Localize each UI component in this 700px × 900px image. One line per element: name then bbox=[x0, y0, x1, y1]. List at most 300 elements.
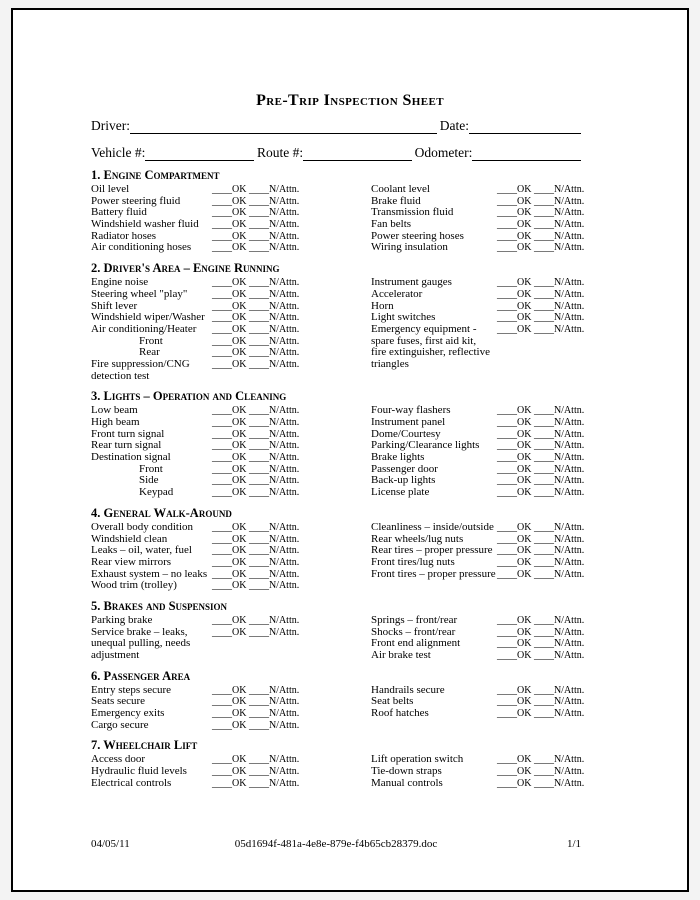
ok-nattn-blanks bbox=[212, 522, 299, 534]
section-header bbox=[91, 390, 581, 402]
item-label: unequal pulling, needs bbox=[91, 637, 191, 650]
ok-blank: ____OK bbox=[212, 184, 247, 195]
checklist-row bbox=[371, 452, 584, 464]
ok-blank: ____OK bbox=[212, 405, 247, 417]
ok-blank: ____OK bbox=[212, 277, 247, 289]
column-right bbox=[371, 277, 584, 382]
ok-nattn-blanks bbox=[212, 324, 299, 336]
ok-nattn-blanks bbox=[497, 440, 584, 452]
checklist-row bbox=[91, 417, 371, 429]
ok-nattn-blanks bbox=[212, 277, 299, 289]
section-columns bbox=[91, 520, 585, 592]
nattn-blank: ____N/Attn. bbox=[533, 195, 585, 207]
ok-nattn-blanks bbox=[497, 196, 584, 208]
ok-nattn-blanks bbox=[212, 754, 299, 766]
ok-blank: ____OK bbox=[497, 277, 532, 289]
section-brakes-and-suspension bbox=[91, 598, 585, 662]
item-label: Electrical controls bbox=[91, 776, 172, 789]
nattn-blank: ____N/Attn. bbox=[248, 207, 300, 219]
column-left bbox=[91, 522, 371, 592]
ok-blank: ____OK bbox=[212, 358, 247, 370]
nattn-blank: ____N/Attn. bbox=[248, 626, 300, 638]
ok-nattn-blanks bbox=[497, 219, 584, 231]
ok-nattn-blanks bbox=[497, 242, 584, 254]
item-label: Seats secure bbox=[91, 695, 146, 708]
checklist-row bbox=[91, 452, 371, 464]
item-label: Accelerator bbox=[371, 287, 423, 300]
item-label: Oil level bbox=[91, 183, 130, 195]
ok-blank: ____OK bbox=[497, 556, 532, 568]
nattn-blank: ____N/Attn. bbox=[533, 219, 585, 231]
ok-blank: ____OK bbox=[212, 521, 247, 533]
ok-blank: ____OK bbox=[497, 230, 532, 242]
page-content bbox=[91, 114, 585, 790]
ok-nattn-blanks bbox=[497, 778, 584, 790]
ok-nattn-blanks bbox=[497, 708, 584, 720]
checklist-row bbox=[371, 184, 584, 196]
nattn-blank: ____N/Attn. bbox=[533, 312, 585, 324]
ok-blank: ____OK bbox=[212, 556, 247, 568]
checklist-row bbox=[371, 569, 584, 581]
ok-nattn-blanks bbox=[212, 534, 299, 546]
ok-blank: ____OK bbox=[497, 219, 532, 231]
nattn-blank: ____N/Attn. bbox=[533, 556, 585, 568]
nattn-blank: ____N/Attn. bbox=[248, 614, 300, 626]
ok-blank: ____OK bbox=[497, 417, 532, 428]
ok-blank: ____OK bbox=[497, 614, 532, 626]
ok-nattn-blanks bbox=[497, 615, 584, 627]
section-columns bbox=[91, 613, 585, 662]
nattn-blank: ____N/Attn. bbox=[533, 405, 585, 417]
item-label: Four-way flashers bbox=[371, 404, 451, 417]
ok-nattn-blanks bbox=[497, 231, 584, 243]
ok-nattn-blanks bbox=[497, 312, 584, 324]
ok-nattn-blanks bbox=[212, 452, 299, 464]
ok-blank: ____OK bbox=[212, 696, 247, 708]
nattn-blank: ____N/Attn. bbox=[248, 545, 300, 557]
checklist-row bbox=[371, 615, 584, 627]
ok-nattn-blanks bbox=[497, 289, 584, 301]
ok-nattn-blanks bbox=[497, 429, 584, 441]
section-header bbox=[91, 262, 581, 274]
checklist-row bbox=[371, 359, 584, 371]
nattn-blank: ____N/Attn. bbox=[248, 463, 300, 475]
nattn-blank: ____N/Attn. bbox=[533, 487, 585, 499]
nattn-blank: ____N/Attn. bbox=[248, 719, 300, 731]
nattn-blank: ____N/Attn. bbox=[533, 184, 585, 195]
ok-nattn-blanks bbox=[212, 615, 299, 627]
ok-nattn-blanks bbox=[497, 487, 584, 499]
ok-nattn-blanks bbox=[497, 754, 584, 766]
section-passenger-area bbox=[91, 668, 585, 732]
ok-blank: ____OK bbox=[497, 207, 532, 219]
ok-nattn-blanks bbox=[212, 580, 299, 592]
ok-blank: ____OK bbox=[497, 568, 532, 580]
driver-label: Driver: bbox=[91, 118, 130, 133]
item-label: Front tires/lug nuts bbox=[371, 555, 455, 568]
nattn-blank: ____N/Attn. bbox=[533, 277, 585, 289]
section-title: General Walk-Around bbox=[103, 505, 232, 520]
checklist-row bbox=[91, 219, 371, 231]
section-columns bbox=[91, 404, 585, 499]
ok-nattn-blanks bbox=[212, 766, 299, 778]
ok-nattn-blanks bbox=[212, 417, 299, 429]
nattn-blank: ____N/Attn. bbox=[533, 440, 585, 452]
checklist-row bbox=[91, 324, 371, 336]
item-label: Entry steps secure bbox=[91, 683, 172, 696]
ok-nattn-blanks bbox=[212, 708, 299, 720]
nattn-blank: ____N/Attn. bbox=[248, 358, 300, 370]
ok-nattn-blanks bbox=[497, 417, 584, 429]
nattn-blank: ____N/Attn. bbox=[248, 521, 300, 533]
ok-nattn-blanks bbox=[212, 778, 299, 790]
item-label: Overall body condition bbox=[91, 520, 194, 533]
item-label: Battery fluid bbox=[91, 206, 147, 219]
section-wheelchair-lift bbox=[91, 738, 585, 789]
ok-blank: ____OK bbox=[212, 580, 247, 592]
nattn-blank: ____N/Attn. bbox=[533, 207, 585, 219]
item-label: Shocks – front/rear bbox=[371, 625, 456, 638]
item-label: adjustment bbox=[91, 649, 140, 661]
nattn-blank: ____N/Attn. bbox=[248, 300, 300, 312]
nattn-blank: ____N/Attn. bbox=[533, 230, 585, 242]
ok-nattn-blanks bbox=[212, 429, 299, 441]
checklist-row bbox=[371, 219, 584, 231]
ok-blank: ____OK bbox=[497, 708, 532, 720]
ok-nattn-blanks bbox=[212, 184, 299, 196]
column-left bbox=[91, 277, 371, 382]
section-number: 7. bbox=[91, 738, 101, 753]
ok-nattn-blanks bbox=[497, 522, 584, 534]
checklist-row bbox=[91, 557, 371, 569]
ok-blank: ____OK bbox=[212, 463, 247, 475]
nattn-blank: ____N/Attn. bbox=[248, 195, 300, 207]
ok-nattn-blanks bbox=[212, 219, 299, 231]
page-border-frame bbox=[11, 8, 689, 892]
section-title: Brakes and Suspension bbox=[103, 598, 228, 613]
ok-nattn-blanks bbox=[212, 475, 299, 487]
item-label: Air conditioning/Heater bbox=[91, 322, 197, 335]
ok-nattn-blanks bbox=[497, 685, 584, 697]
item-label: Windshield clean bbox=[91, 532, 168, 545]
ok-nattn-blanks bbox=[497, 557, 584, 569]
footer-filename: 05d1694f-481a-4e8e-879e-f4b65cb28379.doc bbox=[234, 838, 438, 850]
date-blank-line bbox=[469, 118, 581, 134]
nattn-blank: ____N/Attn. bbox=[248, 184, 300, 195]
section-engine-compartment bbox=[91, 168, 585, 254]
section-title: Lights – Operation and Cleaning bbox=[103, 389, 287, 404]
item-label: Fire suppression/CNG bbox=[91, 357, 190, 370]
ok-blank: ____OK bbox=[497, 545, 532, 557]
nattn-blank: ____N/Attn. bbox=[533, 521, 585, 533]
section-title: Wheelchair Lift bbox=[103, 738, 198, 753]
route-number-blank-line bbox=[303, 145, 412, 161]
ok-blank: ____OK bbox=[497, 766, 532, 778]
nattn-blank: ____N/Attn. bbox=[533, 288, 585, 300]
ok-blank: ____OK bbox=[212, 242, 247, 254]
ok-blank: ____OK bbox=[497, 300, 532, 312]
section-title: Passenger Area bbox=[103, 668, 191, 683]
item-label: Hydraulic fluid levels bbox=[91, 765, 187, 778]
checklist-row bbox=[91, 336, 371, 348]
nattn-blank: ____N/Attn. bbox=[533, 417, 585, 428]
nattn-blank: ____N/Attn. bbox=[533, 463, 585, 475]
ok-blank: ____OK bbox=[497, 696, 532, 708]
nattn-blank: ____N/Attn. bbox=[248, 766, 300, 778]
nattn-blank: ____N/Attn. bbox=[533, 475, 585, 487]
ok-blank: ____OK bbox=[497, 242, 532, 254]
item-label: Service brake – leaks, bbox=[91, 625, 188, 638]
item-label: License plate bbox=[371, 486, 430, 499]
item-label: Transmission fluid bbox=[371, 206, 454, 219]
nattn-blank: ____N/Attn. bbox=[248, 417, 300, 428]
section-header bbox=[91, 739, 581, 751]
item-label: triangles bbox=[371, 357, 409, 370]
nattn-blank: ____N/Attn. bbox=[248, 580, 300, 592]
ok-nattn-blanks bbox=[497, 638, 584, 650]
column-right bbox=[371, 754, 584, 789]
item-label: Emergency exits bbox=[91, 707, 165, 720]
item-label: Rear tires – proper pressure bbox=[371, 544, 493, 557]
ok-blank: ____OK bbox=[212, 417, 247, 428]
item-label: Parking brake bbox=[91, 613, 153, 626]
ok-blank: ____OK bbox=[212, 626, 247, 638]
ok-nattn-blanks bbox=[497, 184, 584, 196]
nattn-blank: ____N/Attn. bbox=[248, 777, 300, 789]
ok-blank: ____OK bbox=[212, 614, 247, 626]
ok-blank: ____OK bbox=[212, 219, 247, 231]
nattn-blank: ____N/Attn. bbox=[248, 230, 300, 242]
nattn-blank: ____N/Attn. bbox=[248, 568, 300, 580]
ok-nattn-blanks bbox=[497, 569, 584, 581]
section-title: Driver's Area – Engine Running bbox=[103, 261, 280, 276]
section-number: 6. bbox=[91, 668, 101, 683]
ok-nattn-blanks bbox=[212, 487, 299, 499]
ok-nattn-blanks bbox=[212, 207, 299, 219]
ok-nattn-blanks bbox=[497, 324, 584, 336]
nattn-blank: ____N/Attn. bbox=[248, 696, 300, 708]
item-label: Instrument gauges bbox=[371, 276, 452, 289]
item-label: Brake fluid bbox=[371, 194, 421, 207]
nattn-blank: ____N/Attn. bbox=[533, 650, 585, 661]
nattn-blank: ____N/Attn. bbox=[533, 777, 585, 789]
nattn-blank: ____N/Attn. bbox=[533, 452, 585, 464]
ok-blank: ____OK bbox=[212, 487, 247, 499]
date-label: Date: bbox=[439, 118, 469, 133]
nattn-blank: ____N/Attn. bbox=[533, 300, 585, 312]
section-header bbox=[91, 670, 581, 682]
item-label: Handrails secure bbox=[371, 683, 445, 696]
footer-date: 04/05/11 bbox=[91, 838, 130, 850]
item-label: fire extinguisher, reflective bbox=[371, 346, 490, 359]
nattn-blank: ____N/Attn. bbox=[533, 323, 585, 335]
item-label: Cleanliness – inside/outside bbox=[371, 520, 494, 533]
route-number-label: Route #: bbox=[256, 145, 304, 160]
ok-blank: ____OK bbox=[497, 184, 532, 195]
ok-blank: ____OK bbox=[212, 323, 247, 335]
vehicle-route-odometer-row bbox=[91, 141, 581, 161]
ok-blank: ____OK bbox=[212, 428, 247, 440]
ok-blank: ____OK bbox=[212, 207, 247, 219]
ok-blank: ____OK bbox=[497, 475, 532, 487]
item-label: Rear wheels/lug nuts bbox=[371, 532, 464, 545]
ok-blank: ____OK bbox=[212, 347, 247, 359]
nattn-blank: ____N/Attn. bbox=[248, 684, 300, 696]
ok-nattn-blanks bbox=[212, 569, 299, 581]
nattn-blank: ____N/Attn. bbox=[248, 323, 300, 335]
item-label: Rear bbox=[139, 346, 160, 359]
item-label: spare fuses, first aid kit, bbox=[371, 334, 477, 347]
ok-nattn-blanks bbox=[212, 696, 299, 708]
ok-nattn-blanks bbox=[497, 650, 584, 662]
ok-blank: ____OK bbox=[212, 754, 247, 766]
nattn-blank: ____N/Attn. bbox=[248, 487, 300, 499]
item-label: Rear turn signal bbox=[91, 439, 162, 452]
checklist-row bbox=[371, 650, 584, 662]
ok-blank: ____OK bbox=[212, 288, 247, 300]
checklist-row bbox=[91, 778, 371, 790]
checklist-row bbox=[371, 324, 584, 336]
nattn-blank: ____N/Attn. bbox=[248, 288, 300, 300]
column-right bbox=[371, 405, 584, 499]
item-label: Air brake test bbox=[371, 649, 431, 661]
ok-nattn-blanks bbox=[212, 685, 299, 697]
item-label: Instrument panel bbox=[371, 416, 446, 428]
checklist-row bbox=[91, 475, 371, 487]
ok-blank: ____OK bbox=[497, 312, 532, 324]
ok-blank: ____OK bbox=[212, 719, 247, 731]
ok-nattn-blanks bbox=[212, 196, 299, 208]
item-label: Leaks – oil, water, fuel bbox=[91, 544, 192, 557]
checklist-row bbox=[91, 184, 371, 196]
ok-nattn-blanks bbox=[212, 347, 299, 359]
nattn-blank: ____N/Attn. bbox=[533, 754, 585, 766]
vehicle-number-blank-line bbox=[145, 145, 254, 161]
column-right bbox=[371, 522, 584, 592]
item-label: High beam bbox=[91, 416, 140, 428]
checklist-row bbox=[371, 417, 584, 429]
ok-blank: ____OK bbox=[497, 684, 532, 696]
nattn-blank: ____N/Attn. bbox=[533, 766, 585, 778]
column-left bbox=[91, 754, 371, 789]
ok-blank: ____OK bbox=[212, 533, 247, 545]
item-label: Roof hatches bbox=[371, 707, 429, 720]
ok-nattn-blanks bbox=[497, 452, 584, 464]
column-left bbox=[91, 184, 371, 254]
column-left bbox=[91, 685, 371, 732]
ok-blank: ____OK bbox=[497, 777, 532, 789]
item-label: Engine noise bbox=[91, 276, 149, 289]
nattn-blank: ____N/Attn. bbox=[248, 405, 300, 417]
page-title: Pre-Trip Inspection Sheet bbox=[256, 92, 444, 109]
nattn-blank: ____N/Attn. bbox=[248, 312, 300, 324]
ok-blank: ____OK bbox=[497, 521, 532, 533]
item-label: Back-up lights bbox=[371, 474, 436, 487]
nattn-blank: ____N/Attn. bbox=[533, 626, 585, 638]
nattn-blank: ____N/Attn. bbox=[248, 347, 300, 359]
section-drivers-area-engine-running bbox=[91, 261, 585, 382]
checklist-row bbox=[371, 487, 584, 499]
ok-blank: ____OK bbox=[212, 335, 247, 347]
ok-blank: ____OK bbox=[212, 300, 247, 312]
ok-blank: ____OK bbox=[212, 312, 247, 324]
ok-nattn-blanks bbox=[212, 720, 299, 732]
ok-blank: ____OK bbox=[212, 568, 247, 580]
item-label: Front end alignment bbox=[371, 637, 461, 650]
section-columns bbox=[91, 683, 585, 732]
section-header bbox=[91, 507, 581, 519]
item-label: Exhaust system – no leaks bbox=[91, 567, 208, 580]
checklist-row bbox=[91, 615, 371, 627]
ok-nattn-blanks bbox=[497, 534, 584, 546]
nattn-blank: ____N/Attn. bbox=[533, 428, 585, 440]
section-number: 5. bbox=[91, 598, 101, 613]
checklist-row bbox=[91, 487, 371, 499]
section-columns bbox=[91, 753, 585, 789]
nattn-blank: ____N/Attn. bbox=[533, 696, 585, 708]
ok-nattn-blanks bbox=[212, 359, 299, 371]
ok-nattn-blanks bbox=[212, 231, 299, 243]
ok-blank: ____OK bbox=[212, 440, 247, 452]
item-label: detection test bbox=[91, 369, 150, 382]
nattn-blank: ____N/Attn. bbox=[248, 219, 300, 231]
page-footer bbox=[91, 838, 581, 850]
ok-blank: ____OK bbox=[497, 195, 532, 207]
item-label: Wood trim (trolley) bbox=[91, 579, 177, 592]
nattn-blank: ____N/Attn. bbox=[248, 475, 300, 487]
ok-blank: ____OK bbox=[212, 230, 247, 242]
ok-blank: ____OK bbox=[497, 440, 532, 452]
ok-nattn-blanks bbox=[497, 207, 584, 219]
nattn-blank: ____N/Attn. bbox=[248, 556, 300, 568]
ok-nattn-blanks bbox=[212, 557, 299, 569]
checklist-row bbox=[91, 359, 371, 371]
section-lights-operation-and-cleaning bbox=[91, 389, 585, 499]
ok-blank: ____OK bbox=[497, 533, 532, 545]
column-right bbox=[371, 615, 584, 662]
ok-nattn-blanks bbox=[212, 545, 299, 557]
ok-nattn-blanks bbox=[497, 627, 584, 639]
ok-nattn-blanks bbox=[497, 766, 584, 778]
nattn-blank: ____N/Attn. bbox=[533, 568, 585, 580]
ok-blank: ____OK bbox=[497, 288, 532, 300]
item-label: Air conditioning hoses bbox=[91, 241, 192, 254]
checklist-row bbox=[91, 289, 371, 301]
nattn-blank: ____N/Attn. bbox=[533, 638, 585, 650]
ok-blank: ____OK bbox=[212, 684, 247, 696]
item-label: Destination signal bbox=[91, 451, 171, 464]
ok-blank: ____OK bbox=[497, 323, 532, 335]
item-label: Springs – front/rear bbox=[371, 613, 458, 626]
item-label: Low beam bbox=[91, 404, 138, 417]
driver-date-row bbox=[91, 114, 581, 134]
section-header bbox=[91, 169, 581, 181]
item-label: Steering wheel "play" bbox=[91, 287, 188, 300]
nattn-blank: ____N/Attn. bbox=[248, 242, 300, 254]
section-number: 1. bbox=[91, 168, 101, 182]
ok-nattn-blanks bbox=[497, 464, 584, 476]
nattn-blank: ____N/Attn. bbox=[533, 684, 585, 696]
nattn-blank: ____N/Attn. bbox=[248, 277, 300, 289]
vehicle-number-label: Vehicle #: bbox=[91, 145, 146, 160]
ok-blank: ____OK bbox=[497, 487, 532, 499]
item-label: Lift operation switch bbox=[371, 753, 464, 766]
ok-blank: ____OK bbox=[212, 766, 247, 778]
ok-blank: ____OK bbox=[497, 463, 532, 475]
ok-nattn-blanks bbox=[497, 545, 584, 557]
ok-nattn-blanks bbox=[497, 277, 584, 289]
item-label: Fan belts bbox=[371, 218, 412, 231]
